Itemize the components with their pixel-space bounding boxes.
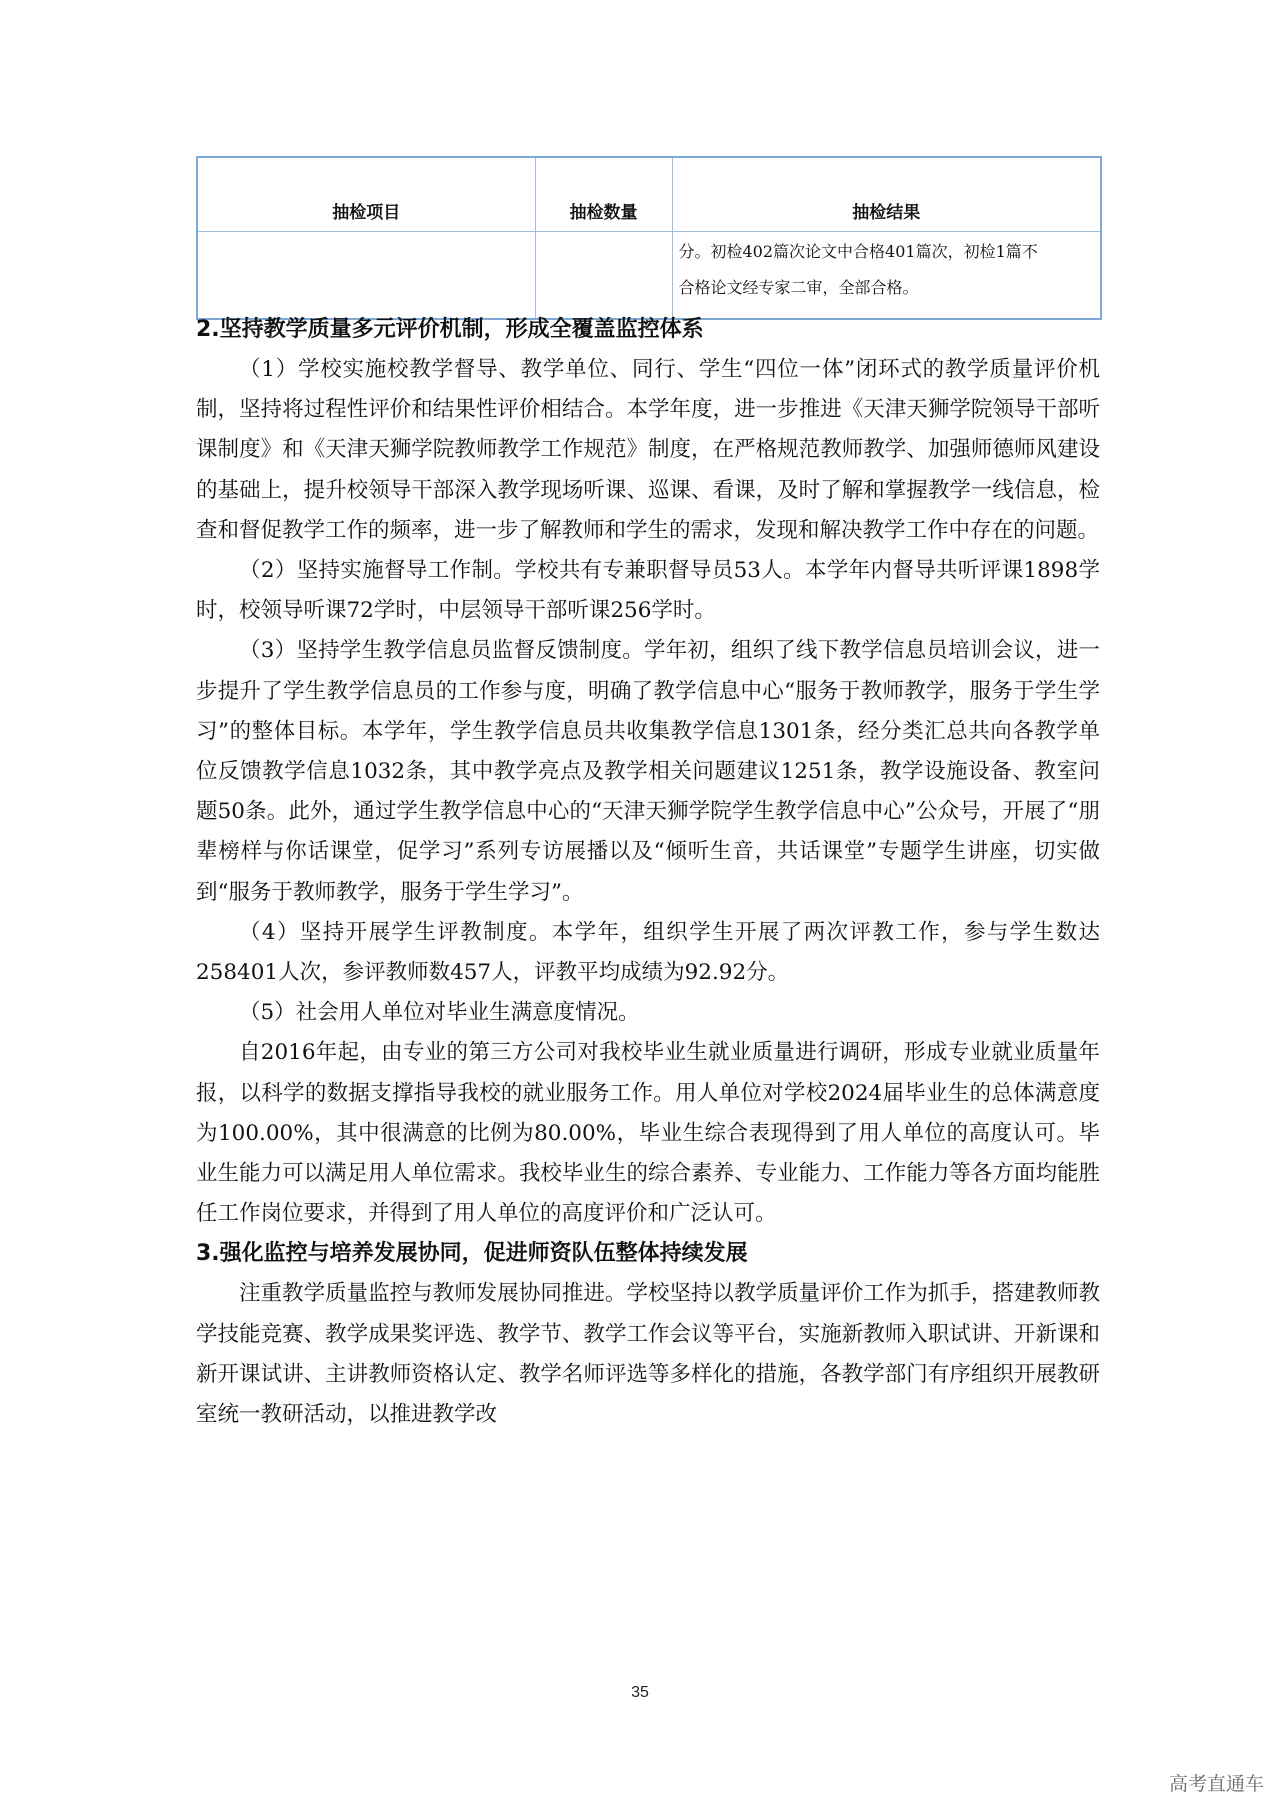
paragraph: （1）学校实施校教学督导、教学单位、同行、学生“四位一体”闭环式的教学质量评价机制，坚持将过程性评价和结果性评价相结合。本学年度，进一步推进《天津天狮学院领导干部听课制度》和《天津天狮学院教师教学工作规范》制度，在严格规范教师教学、加强师德师风建设的基础上，提升校领导干部深入教学现场听课、巡课、看课，及时了解和掌握教学一线信息，检查和督促教学工作的频率，进一步了解教师和学生的需求，发现和解决教学工作中存在的问题。 (196, 357, 1100, 543)
cell-result (672, 232, 1101, 320)
cell-count (535, 232, 672, 320)
paragraph: （2）坚持实施督导工作制。学校共有专兼职督导员53人。本学年内督导共听评课1898学时，校领导听课72学时，中层领导干部听课256学时。 (196, 558, 1100, 624)
header-item: 抽检项目 (197, 157, 535, 232)
cell-item (197, 232, 535, 320)
cell-result-line1: 分。初检402篇次论文中合格401篇次，初检1篇不 (678, 242, 1038, 261)
paragraph: 自2016年起，由专业的第三方公司对我校毕业生就业质量进行调研，形成专业就业质量年报，以科学的数据支撑指导我校的就业服务工作。用人单位对学校2024届毕业生的总体满意度为100.00%，其中很满意的比例为80.00%，毕业生综合表现得到了用人单位的高度认可。毕业生能力可以满足用人单位需求。我校毕业生的综合素养、专业能力、工作能力等各方面均能胜任工作岗位要求，并得到了用人单位的高度评价和广泛认可。 (196, 1040, 1100, 1227)
paragraph: （5）社会用人单位对毕业生满意度情况。 (239, 1000, 640, 1026)
header-result: 抽检结果 (672, 157, 1101, 232)
document-body (196, 310, 1100, 1435)
inspection-table (196, 156, 1102, 320)
paragraph: （4）坚持开展学生评教制度。本学年，组织学生开展了两次评教工作，参与学生数达258401人次，参评教师数457人，评教平均成绩为92.92分。 (196, 919, 1100, 986)
inspection-table-container (196, 156, 1100, 320)
header-count: 抽检数量 (535, 157, 672, 232)
section-2-heading: 2.坚持教学质量多元评价机制，形成全覆盖监控体系 (196, 317, 704, 342)
page-number: 35 (631, 1684, 649, 1701)
table-row (197, 232, 1101, 320)
watermark: 高考直通车 (1168, 1773, 1264, 1795)
table-header-row (197, 157, 1101, 232)
cell-result-line2: 合格论文经专家二审，全部合格。 (678, 278, 919, 297)
paragraph: （3）坚持学生教学信息员监督反馈制度。学年初，组织了线下教学信息员培训会议，进一步提升了学生教学信息员的工作参与度，明确了教学信息中心“服务于教师教学，服务于学生学习”的整体目标。本学年，学生教学信息员共收集教学信息1301条，经分类汇总共向各教学单位反馈教学信息1032条，其中教学亮点及教学相关问题建议1251条，教学设施设备、教室问题50条。此外，通过学生教学信息中心的“天津天狮学院学生教学信息中心”公众号，开展了“朋辈榜样与你话课堂，促学习”系列专访展播以及“倾听生音，共话课堂”专题学生讲座，切实做到“服务于教师教学，服务于学生学习”。 (196, 638, 1100, 905)
section-3-heading: 3.强化监控与培养发展协同，促进师资队伍整体持续发展 (196, 1241, 748, 1267)
paragraph: 注重教学质量监控与教师发展协同推进。学校坚持以教学质量评价工作为抓手，搭建教师教学技能竞赛、教学成果奖评选、教学节、教学工作会议等平台，实施新教师入职试讲、开新课和新开课试讲、主讲教师资格认定、教学名师评选等多样化的措施，各教学部门有序组织开展教研室统一教研活动，以推进教学改 (196, 1281, 1100, 1428)
